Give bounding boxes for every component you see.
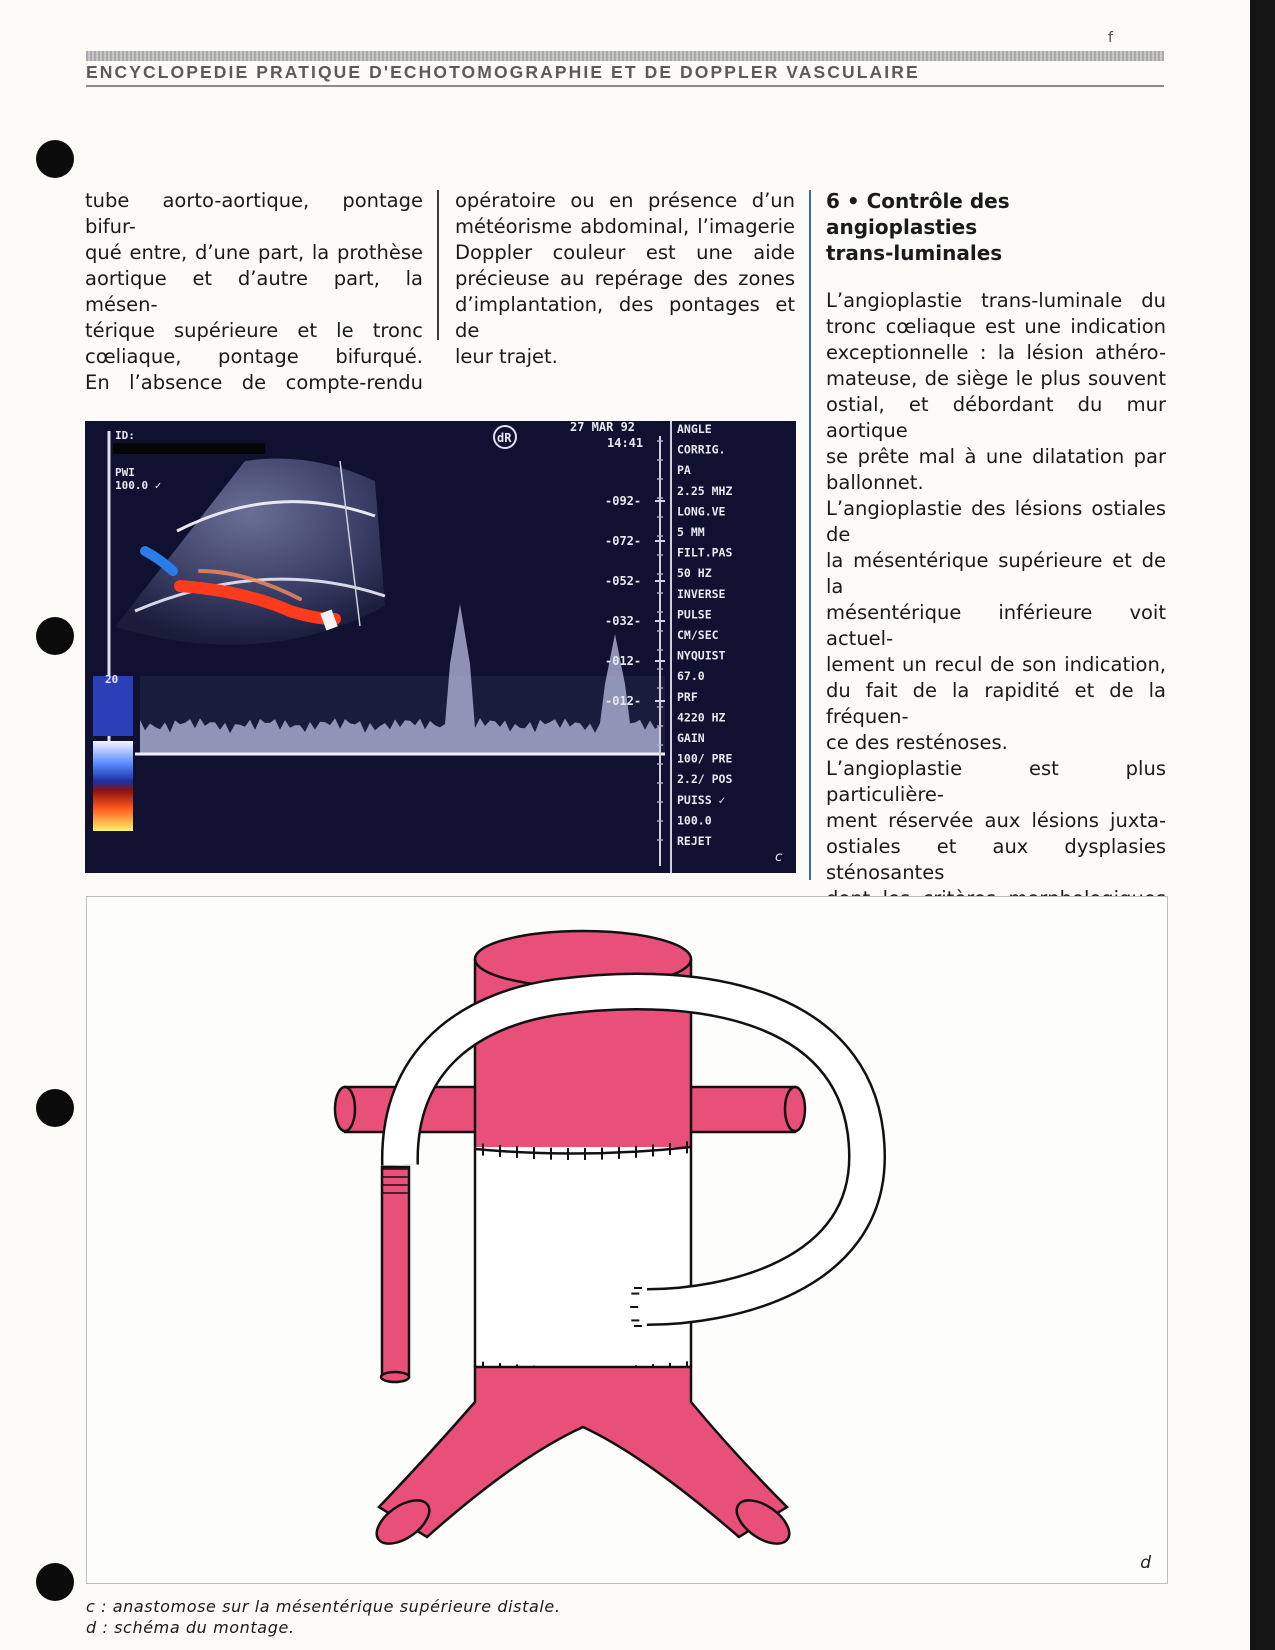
left-branch-end [335, 1087, 355, 1131]
text-line: opératoire ou en présence d’un [455, 189, 795, 212]
scale-label: -012- [605, 694, 642, 708]
us-date: 27 MAR 92 [570, 421, 636, 434]
text-line: d’implantation, des pontages et de [455, 293, 795, 342]
header-band [86, 51, 1164, 61]
logo-letters: dR [497, 431, 512, 445]
text-line: se prête mal à une dilatation par [826, 445, 1166, 468]
settings-line: 2.25 MHZ [677, 483, 733, 498]
text-line: ment réservée aux lésions juxta- [826, 809, 1166, 832]
us-top-left-label: ID: [115, 429, 135, 442]
settings-line: PULSE [677, 607, 712, 622]
page-edge-shadow [1250, 0, 1275, 1650]
settings-line: 2.2/ POS [677, 772, 733, 787]
scale-label: -032- [605, 614, 642, 628]
text-line: exceptionnelle : la lésion athéro- [826, 341, 1166, 364]
text-line: aortique et d’autre part, la mésen- [85, 267, 423, 316]
bypass-schematic [86, 896, 1168, 1584]
text-line: tube aorto-aortique, pontage bifur- [85, 189, 423, 238]
running-header: ENCYCLOPEDIE PRATIQUE D'ECHOTOMOGRAPHIE ET DE DOPPLER VASCULAIRE [86, 62, 920, 82]
settings-line: GAIN [677, 731, 705, 745]
settings-line: 100.0 [677, 813, 712, 828]
settings-line: 5 MM [677, 525, 705, 539]
header-rule [86, 85, 1164, 87]
binder-hole [36, 1089, 74, 1127]
settings-line: PRF [677, 689, 698, 704]
text-line: la mésentérique supérieure et de la [826, 549, 1166, 598]
text-line: leur trajet. [455, 345, 558, 368]
scale-label: -072- [605, 534, 642, 548]
section-title-line: trans-luminales [826, 241, 1003, 265]
paragraph [826, 496, 1166, 756]
section-title-line: 6 • Contrôle des angioplasties [826, 189, 1010, 239]
text-line: L’angioplastie est plus particulière- [826, 757, 1166, 806]
binder-hole [36, 1563, 74, 1601]
text-line: du fait de la rapidité et de la fréquen- [826, 679, 1166, 728]
sma-distal-end [381, 1372, 409, 1382]
settings-line: ANGLE [677, 422, 712, 436]
right-branch-end [785, 1087, 805, 1131]
color-scale-bar [93, 741, 133, 831]
corner-mark: f [1108, 30, 1113, 46]
settings-line: LONG.VE [677, 504, 726, 519]
text-line: ostial, et débordant du mur aortique [826, 393, 1166, 442]
settings-line: CM/SEC [677, 628, 719, 642]
text-line: lement un recul de son indication, [826, 653, 1166, 676]
text-line: Doppler couleur est une aide [455, 241, 795, 264]
us-time: 14:41 [607, 436, 644, 450]
paragraph [826, 288, 1166, 496]
superior-mesenteric-artery [382, 1167, 409, 1377]
scale-label: -052- [605, 574, 642, 588]
figure-label-d: d [1140, 1553, 1151, 1573]
text-line: tronc cœliaque est une indication [826, 315, 1166, 338]
us-top-left-label: PWI [115, 466, 135, 479]
column-rule [437, 190, 439, 340]
settings-line: 50 HZ [677, 566, 712, 581]
text-line: cœliaque, pontage bifurqué. [85, 345, 423, 368]
text-line: L’angioplastie trans-luminale du [826, 289, 1166, 312]
text-line: térique supérieure et le tronc [85, 319, 423, 342]
text-line: mésentérique inférieure voit actuel- [826, 601, 1166, 650]
settings-line: FILT.PAS [677, 545, 733, 560]
text-column-1 [85, 188, 423, 396]
text-line: mateuse, de siège le plus souvent [826, 367, 1166, 390]
settings-line: NYQUIST [677, 648, 726, 663]
text-line: ce des resténoses. [826, 731, 1008, 754]
settings-line: 4220 HZ [677, 710, 726, 725]
settings-line: INVERSE [677, 586, 726, 601]
settings-line: PUISS ✓ [677, 792, 726, 807]
text-line: météorisme abdominal, l’imagerie [455, 215, 795, 238]
column-rule [809, 190, 811, 880]
text-line: ostiales et aux dysplasies sténosantes [826, 835, 1166, 884]
text-line: L’angioplastie des lésions ostiales de [826, 497, 1166, 546]
figure-caption-d: d : schéma du montage. [86, 1618, 295, 1637]
scale-label: -012- [605, 654, 642, 668]
text-line: précieuse au repérage des zones [455, 267, 795, 290]
section-title [826, 188, 1166, 266]
right-side-branch [677, 1087, 795, 1132]
text-line: qué entre, d’une part, la prothèse [85, 241, 423, 264]
settings-line: 67.0 [677, 669, 705, 684]
text-line: ballonnet. [826, 471, 924, 494]
settings-line: PA [677, 463, 691, 478]
settings-line: 100/ PRE [677, 751, 733, 766]
scale-label: -092- [605, 494, 642, 508]
iliac-bifurcation [379, 1367, 787, 1537]
doppler-ultrasound-image [85, 421, 796, 873]
aortic-prosthesis [475, 1147, 691, 1367]
redaction-bar [113, 443, 265, 454]
us-top-left-label: 100.0 ✓ [115, 479, 162, 492]
settings-line: REJET [677, 834, 712, 848]
binder-hole [36, 617, 74, 655]
text-column-2 [455, 188, 795, 370]
figure-caption-c: c : anastomose sur la mésentérique supérieure distale. [86, 1597, 561, 1616]
binder-hole [36, 140, 74, 178]
text-line: En l’absence de compte-rendu [85, 371, 423, 394]
settings-line: CORRIG. [677, 442, 726, 457]
figure-label-c: c [775, 850, 783, 865]
us-scale-low: 20 [105, 673, 119, 686]
